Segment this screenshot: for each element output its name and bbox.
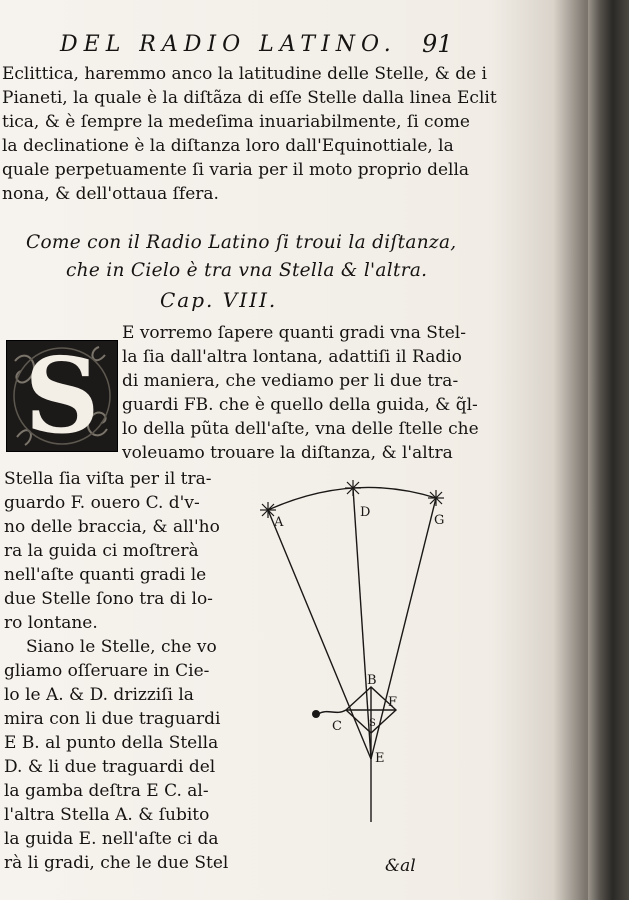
label-d: D bbox=[360, 505, 371, 520]
label-e: E bbox=[375, 751, 385, 766]
text-line: voleuamo trouare la diſtanza, & l'altra bbox=[122, 443, 453, 463]
text-line: Eclittica, haremmo anco la latitudine delle Stelle, & de i bbox=[2, 64, 487, 84]
text-line: rà li gradi, che le due Stel bbox=[4, 853, 229, 873]
page-number: 91 bbox=[422, 30, 453, 58]
text-line: nell'aſte quanti gradi le bbox=[4, 565, 207, 585]
star-g bbox=[428, 490, 444, 506]
text-line: quale perpetuamente ſi varia per il moto proprio della bbox=[2, 160, 470, 180]
text-line: la gamba deſtra E C. al- bbox=[4, 781, 209, 801]
text-line: Stella ſia viſta per il tra- bbox=[4, 469, 212, 489]
text-line: la ſia dall'altra lontana, adattiſi il Radio bbox=[122, 347, 462, 367]
text-line: mira con li due traguardi bbox=[4, 709, 221, 729]
page-header bbox=[60, 32, 560, 64]
text-line: guardo F. ouero C. d'v- bbox=[4, 493, 200, 513]
text-line: Pianeti, la quale è la diſtãza di eſſe Stelle dalla linea Eclit bbox=[2, 88, 497, 108]
initial-letter: S bbox=[24, 334, 100, 457]
diagram-svg bbox=[236, 470, 480, 830]
eye-line bbox=[318, 710, 346, 714]
sight-line-g bbox=[371, 498, 436, 759]
text-line: ra la guida ci moſtrerà bbox=[4, 541, 199, 561]
label-b: B bbox=[367, 673, 377, 688]
observer-eye bbox=[312, 710, 320, 718]
text-line: nona, & dell'ottaua ſfera. bbox=[2, 184, 219, 204]
page-edge bbox=[588, 0, 629, 900]
text-line: la guida E. nell'aſte ci da bbox=[4, 829, 219, 849]
star-d bbox=[345, 480, 361, 496]
text-line: E vorremo ſapere quanti gradi vna Stel- bbox=[122, 323, 466, 343]
label-a: A bbox=[274, 515, 284, 530]
label-g: G bbox=[434, 513, 445, 528]
sky-arc bbox=[268, 487, 436, 510]
text-line: gliamo oſſeruare in Cie- bbox=[4, 661, 210, 681]
text-line: no delle braccia, & all'ho bbox=[4, 517, 220, 537]
label-f: F bbox=[388, 695, 398, 710]
label-c: C bbox=[332, 719, 342, 734]
decorated-initial bbox=[6, 334, 118, 457]
text-line: guardi FB. che è quello della guida, & q̃l- bbox=[122, 395, 478, 415]
star-marks bbox=[260, 480, 444, 518]
text-line: D. & li due traguardi del bbox=[4, 757, 216, 777]
sight-line-a bbox=[268, 510, 371, 759]
text-line: due Stelle ſono tra di lo- bbox=[4, 589, 213, 609]
catchword: &al bbox=[385, 856, 416, 876]
chapter-heading-line2: che in Cielo è tra vna Stella & l'altra. bbox=[66, 260, 428, 281]
text-line: ro lontane. bbox=[4, 613, 98, 633]
running-title: DEL RADIO LATINO. bbox=[60, 32, 397, 57]
radio-latino-diagram bbox=[236, 470, 480, 830]
text-line: l'altra Stella A. & ſubito bbox=[4, 805, 210, 825]
chapter-heading-line1: Come con il Radio Latino ſi troui la diſtanza, bbox=[26, 232, 457, 253]
text-line: lo della pũta dell'aſte, vna delle ſtelle che bbox=[122, 419, 479, 439]
text-line: tica, & è ſempre la medeſima inuariabilmente, ſi come bbox=[2, 112, 470, 132]
text-line: lo le A. & D. drizziſi la bbox=[4, 685, 194, 705]
text-line: E B. al punto della Stella bbox=[4, 733, 219, 753]
text-line: di maniera, che vediamo per li due tra- bbox=[122, 371, 459, 391]
chapter-number: Cap. VIII. bbox=[160, 288, 278, 312]
text-line: Siano le Stelle, che vo bbox=[26, 637, 217, 657]
label-s: S bbox=[369, 718, 376, 729]
text-line: la declinatione è la diſtanza loro dall'Equinottiale, la bbox=[2, 136, 454, 156]
